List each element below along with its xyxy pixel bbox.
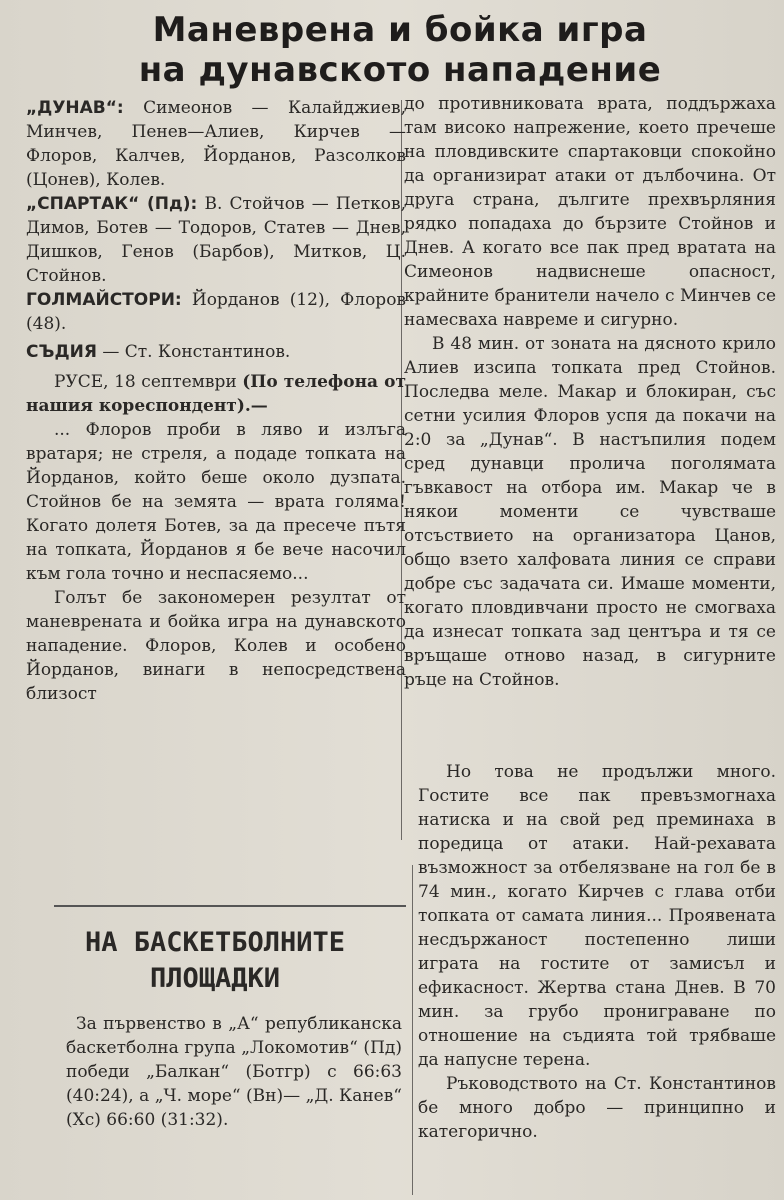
scorers-label: ГОЛМАЙСТОРИ: bbox=[26, 290, 182, 310]
lineup-dunav bbox=[26, 96, 406, 192]
column-divider-lower bbox=[412, 865, 413, 1195]
scorers bbox=[26, 288, 406, 336]
lineup-spartak-text: В. Стойчов — Петков, Димов, Ботев — Тодоров, Статев — Днев, Дишков, Генов (Барбов), Митков, Ц. Стойнов. bbox=[26, 194, 407, 286]
basketball-heading-line-2: ПЛОЩАДКИ bbox=[149, 963, 281, 994]
lineup-dunav-text: Симеонов — Калайджиев, Минчев, Пенев—Алиев, Кирчев — Флоров, Калчев, Йорданов, Разсолков (Цонев), Колев. bbox=[26, 98, 406, 190]
referee-text: — Ст. Константинов. bbox=[102, 342, 291, 362]
lineup-dunav-label: „ДУНАВ“: bbox=[26, 98, 124, 118]
dateline-paragraph bbox=[26, 370, 406, 418]
headline bbox=[60, 10, 740, 90]
basketball-heading bbox=[30, 925, 400, 997]
article-paragraph-6: Ръководството на Ст. Константинов бе много добро — принципно и категорично. bbox=[418, 1074, 776, 1142]
headline-line-2: на дунавското нападение bbox=[138, 50, 662, 90]
scorers-text: Йорданов (12), Флоров (48). bbox=[26, 290, 406, 334]
right-column bbox=[404, 92, 776, 760]
basketball-text: За първенство в „А“ републиканска баскетболна група „Локомотив“ (Пд) победи „Балкан“ (Ботгр) с 66:63 (40:24), а „Ч. море“ (Вн)— „Д. Канев“ (Хс) 66:60 (31:32). bbox=[66, 1014, 402, 1130]
basketball-heading-line-1: НА БАСКЕТБОЛНИТЕ bbox=[84, 927, 346, 958]
headline-line-1: Маневрена и бойка игра bbox=[152, 10, 648, 50]
dateline: РУСЕ, 18 септември bbox=[54, 372, 237, 392]
referee bbox=[26, 340, 406, 364]
section-divider bbox=[54, 905, 406, 907]
article-paragraph-3: до противниковата врата, поддържаха там високо напрежение, което пречеше на пловдивските спартаковци спокойно да организират атаки от дълбочина. От друга страна, дългите прехвърляния рядко попадаха до бързите Стойнов и Днев. А когато все пак пред вратата на Симеонов надвиснеше опасност, крайните бранители начело с Минчев се намесваха навреме и сигурно. bbox=[404, 94, 776, 330]
right-column-lower bbox=[418, 760, 776, 1144]
article-paragraph-5: Но това не продължи много. Гостите все пак превъзмогнаха натиска и на свой ред преминаха в поредица от атаки. Най-рехавата възможност за отбелязване на гол бе в 74 мин., когато Кирчев с глава отби топката от самата линия... Проявената несдържаност постепенно лиши играта на гостите от замисъл и ефикасност. Жертва стана Днев. В 70 мин. за грубо прониграване по отношение на съдията той трябваше да напусне терена. bbox=[418, 762, 776, 1070]
byline: (По телефона от нашия кореспондент).— bbox=[26, 372, 406, 416]
left-column bbox=[26, 96, 406, 706]
basketball-article bbox=[66, 1012, 402, 1132]
article-paragraph-4: В 48 мин. от зоната на дясното крило Алиев изсипа топката пред Стойнов. Последва меле. Макар и блокиран, със сетни усилия Флоров успя да покачи на 2:0 за „Дунав“. В настъпилия подем сред дунавци пролича поголямата гъвкавост на отбора им. Макар че в някои моменти се чувстваше отсъствието на организатора Цанов, общо взето халфовата линия се справи добре със задачата си. Имаше моменти, когато пловдивчани просто не смогваха да изнесат топката зад центъра и тя се връщаше отново назад, в сигурните ръце на Стойнов. bbox=[404, 334, 776, 690]
lineup-spartak-label: „СПАРТАК“ (Пд): bbox=[26, 194, 198, 214]
lineup-spartak bbox=[26, 192, 406, 288]
referee-label: СЪДИЯ bbox=[26, 342, 97, 362]
article-paragraph-1: ... Флоров проби в ляво и излъга вратаря; не стреля, а подаде топката на Йорданов, който беше около дузпата. Стойнов бе на земята — врата голяма! Когато долетя Ботев, за да пресече пътя на топката, Йорданов я бе вече насочил към гола точно и неспасяемо... bbox=[26, 420, 406, 584]
article-paragraph-2: Голът бе закономерен резултат от маневрената и бойка игра на дунавското нападение. Флоров, Колев и особено Йорданов, винаги в непосредствена близост bbox=[26, 588, 406, 704]
